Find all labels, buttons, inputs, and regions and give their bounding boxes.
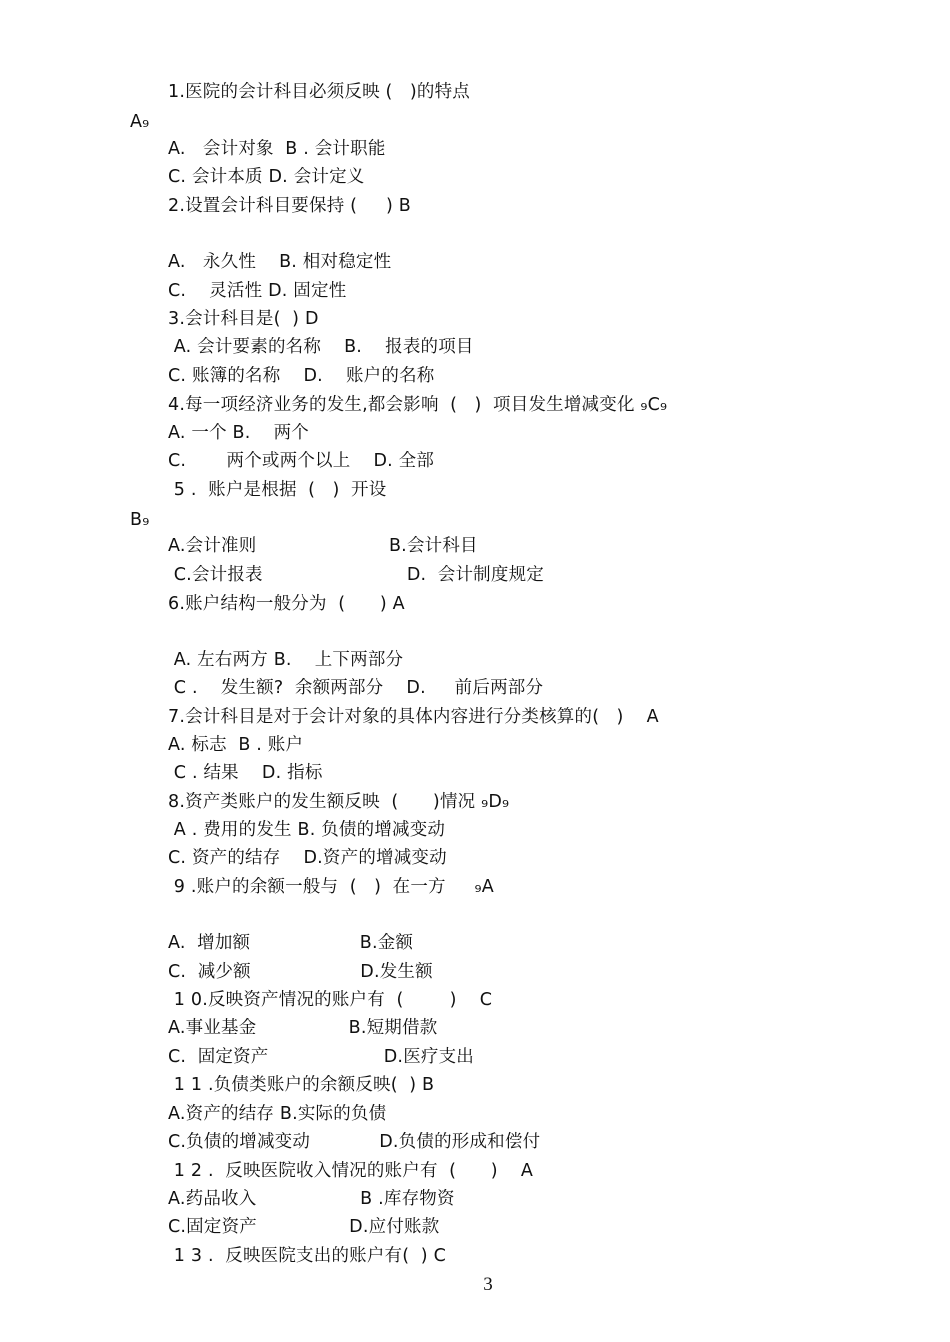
text-line: C.负债的增减变动 D.负债的形成和偿付	[168, 1132, 541, 1152]
text-line: 1 1 .负债类账户的余额反映( ) B	[168, 1075, 435, 1095]
text-line: 1 3 . 反映医院支出的账户有( ) C	[168, 1246, 447, 1266]
text-line: 3.会计科目是( ) D	[168, 309, 319, 329]
text-line: C . 发生额? 余额两部分 D. 前后两部分	[168, 678, 544, 698]
text-line: 8.资产类账户的发生额反映 ( )情况 ₉D₉	[168, 792, 510, 812]
text-line: C . 结果 D. 指标	[168, 763, 323, 783]
text-line: 1 2 . 反映医院收入情况的账户有 ( ) A	[168, 1161, 534, 1181]
text-line: C. 灵活性 D. 固定性	[168, 281, 347, 301]
text-line: 5 . 账户是根据 ( ) 开设	[168, 480, 387, 500]
text-line: C.固定资产 D.应付账款	[168, 1217, 440, 1237]
text-line: A.事业基金 B.短期借款	[168, 1018, 438, 1038]
text-line: C. 减少额 D.发生额	[168, 962, 433, 982]
text-line: C. 两个或两个以上 D. 全部	[168, 451, 435, 471]
text-line: 4.每一项经济业务的发生,都会影响 ( ) 项目发生增减变化 ₉C₉	[168, 395, 668, 415]
text-line: A. 一个 B. 两个	[168, 423, 309, 443]
text-line: B₉	[130, 510, 150, 530]
text-line: C.会计报表 D. 会计制度规定	[168, 565, 544, 585]
text-line: A. 左右两方 B. 上下两部分	[168, 650, 404, 670]
text-line: A. 永久性 B. 相对稳定性	[168, 252, 392, 272]
text-line: C. 固定资产 D.医疗支出	[168, 1047, 474, 1067]
text-line: A. 增加额 B.金额	[168, 933, 414, 953]
text-line: A. 会计要素的名称 B. 报表的项目	[168, 337, 474, 357]
text-line: A.会计准则 B.会计科目	[168, 536, 478, 556]
text-line: C. 账簿的名称 D. 账户的名称	[168, 366, 435, 386]
text-line: A.资产的结存 B.实际的负债	[168, 1104, 387, 1124]
text-line: A. 标志 B . 账户	[168, 735, 304, 755]
text-line: 7.会计科目是对于会计对象的具体内容进行分类核算的( ) A	[168, 707, 659, 727]
page-number: 3	[483, 1274, 493, 1295]
text-line: 1 0.反映资产情况的账户有 ( ) C	[168, 990, 493, 1010]
text-line: A. 会计对象 B . 会计职能	[168, 139, 386, 159]
text-line: 2.设置会计科目要保持 ( ) B	[168, 196, 411, 216]
text-line: A₉	[130, 112, 150, 132]
text-line: A.药品收入 B .库存物资	[168, 1189, 455, 1209]
text-line: 6.账户结构一般分为 ( ) A	[168, 594, 405, 614]
text-line: C. 会计本质 D. 会计定义	[168, 167, 365, 187]
text-line: A . 费用的发生 B. 负债的增减变动	[168, 820, 446, 840]
text-line: 9 .账户的余额一般与 ( ) 在一方 ₉A	[168, 877, 494, 897]
text-line: 1.医院的会计科目必须反映 ( )的特点	[168, 82, 471, 102]
text-line: C. 资产的结存 D.资产的增减变动	[168, 848, 447, 868]
